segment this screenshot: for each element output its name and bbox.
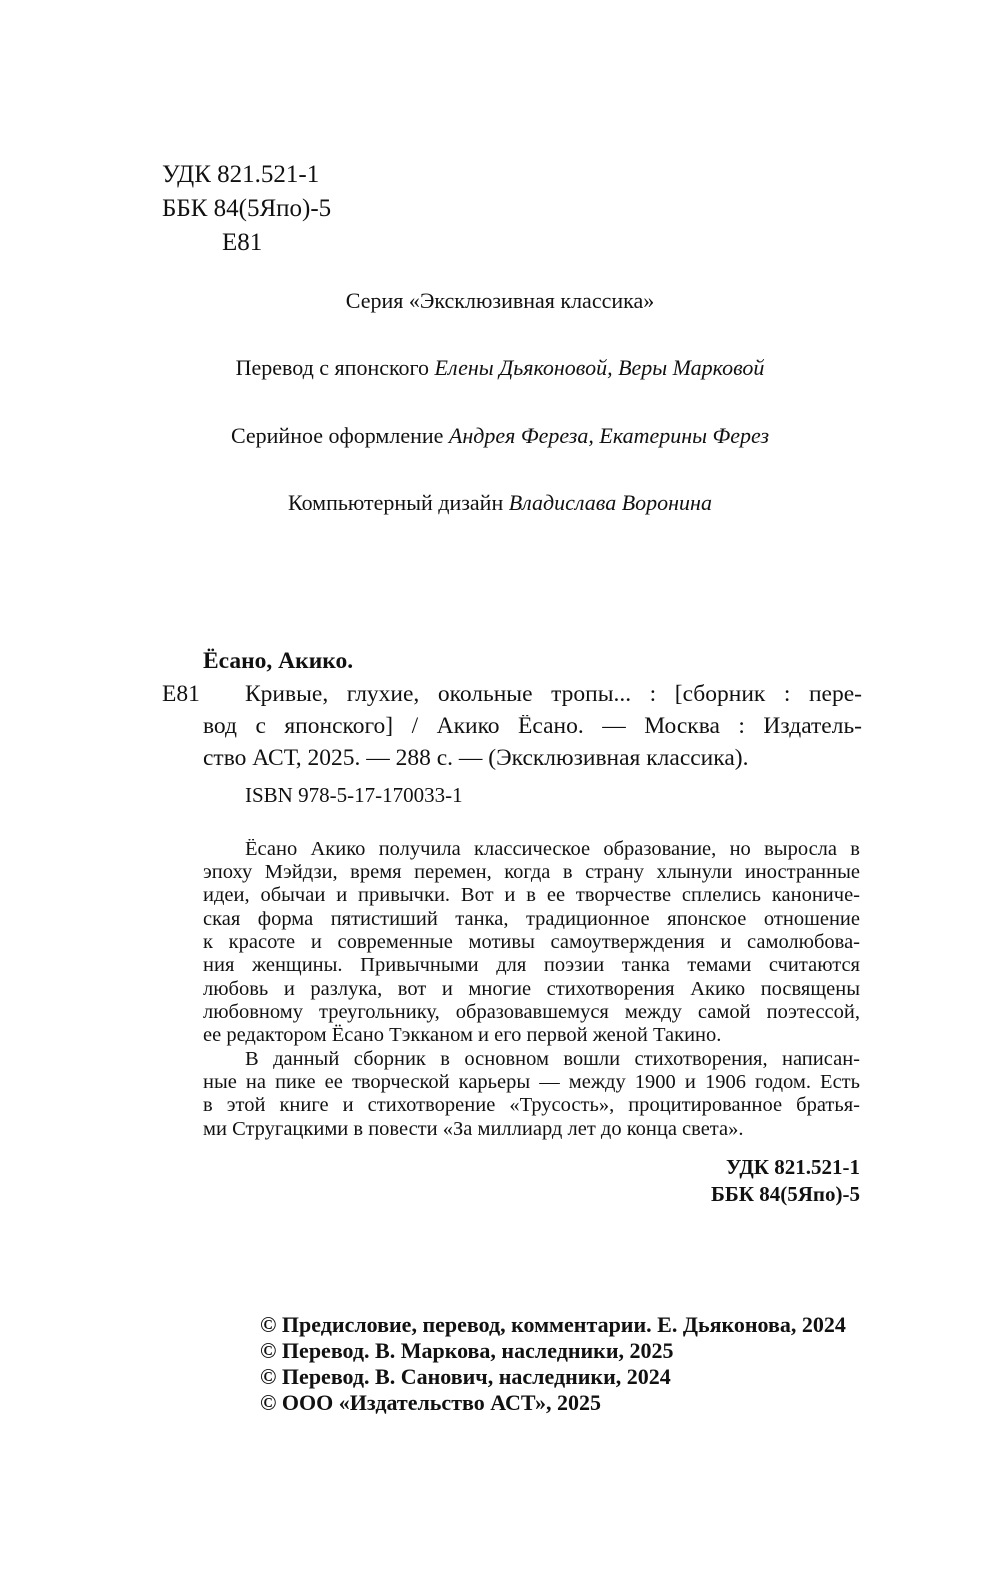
abstract-line: Ёсано Акико получила классическое образование, но выросла в: [245, 839, 860, 860]
abstract-line: ные на пике ее творческой карьеры — между 1900 и 1906 годом. Есть: [203, 1072, 860, 1093]
translation-line: [0, 357, 1000, 379]
abstract-line: любовному треугольнику, образовавшемуся между самой поэтессой,: [203, 1002, 860, 1023]
catalog-line: ство АСТ, 2025. — 288 с. — (Эксклюзивная классика).: [203, 745, 749, 771]
abstract-line: ми Стругацкими в повести «За миллиард лет до конца света».: [203, 1118, 744, 1140]
translation-names: Елены Дьяконовой, Веры Марковой: [434, 355, 765, 380]
catalog-line: вод с японского] / Акико Ёсано. — Москва : Издатель-: [203, 715, 862, 739]
copyright-line: © Перевод. В. Санович, наследники, 2024: [260, 1364, 671, 1389]
catalog-line: Кривые, глухие, окольные тропы... : [сборник : пере-: [245, 683, 862, 707]
footer-bbk-code: ББК 84(5Япо)-5: [711, 1182, 860, 1206]
series-line: Серия «Эксклюзивная классика»: [345, 288, 655, 313]
design-names: Андрея Фереза, Екатерины Ферез: [448, 423, 770, 448]
copyright-line: © Перевод. В. Маркова, наследники, 2025: [260, 1338, 674, 1363]
udk-code: УДК 821.521-1: [162, 161, 320, 188]
abstract-line: ния женщины. Привычными для поэзии танка темами считаются: [203, 955, 860, 976]
abstract-line: любовь и разлука, вот и многие стихотворения Акико посвящены: [203, 979, 860, 1000]
catalog-mark: Е81: [162, 681, 200, 707]
translation-label: Перевод с японского: [235, 355, 430, 380]
catalog-author: Ёсано, Акико.: [203, 648, 354, 674]
abstract-line: идеи, обычаи и привычки. Вот и в ее творчестве сплелись канониче-: [203, 885, 860, 906]
footer-udk-code: УДК 821.521-1: [726, 1155, 860, 1179]
computer-names: Владислава Воронина: [508, 490, 712, 515]
author-mark: Е81: [222, 229, 263, 256]
copyright-line: © ООО «Издательство АСТ», 2025: [260, 1390, 602, 1415]
design-label: Серийное оформление: [230, 423, 444, 448]
computer-design-line: [0, 492, 1000, 514]
computer-label: Компьютерный дизайн: [288, 490, 504, 515]
abstract-line: в этой книге и стихотворение «Трусость», процитированное братья-: [203, 1095, 860, 1116]
abstract-line: эпоху Мэйдзи, время перемен, когда в страну хлынули иностранные: [203, 862, 860, 883]
abstract-line: к красоте и современные мотивы самоутверждения и самолюбова-: [203, 932, 860, 953]
design-line: [0, 425, 1000, 447]
bbk-code: ББК 84(5Япо)-5: [162, 195, 332, 222]
abstract-line: В данный сборник в основном вошли стихотворения, написан-: [245, 1049, 860, 1070]
copyright-line: © Предисловие, перевод, комментарии. Е. Дьяконова, 2024: [260, 1312, 846, 1337]
abstract-line: ская форма пятистиший танка, традиционное японское отношение: [203, 909, 860, 930]
abstract-line: ее редактором Ёсано Тэкканом и его первой женой Такино.: [203, 1024, 722, 1046]
isbn: ISBN 978-5-17-170033-1: [245, 783, 463, 807]
